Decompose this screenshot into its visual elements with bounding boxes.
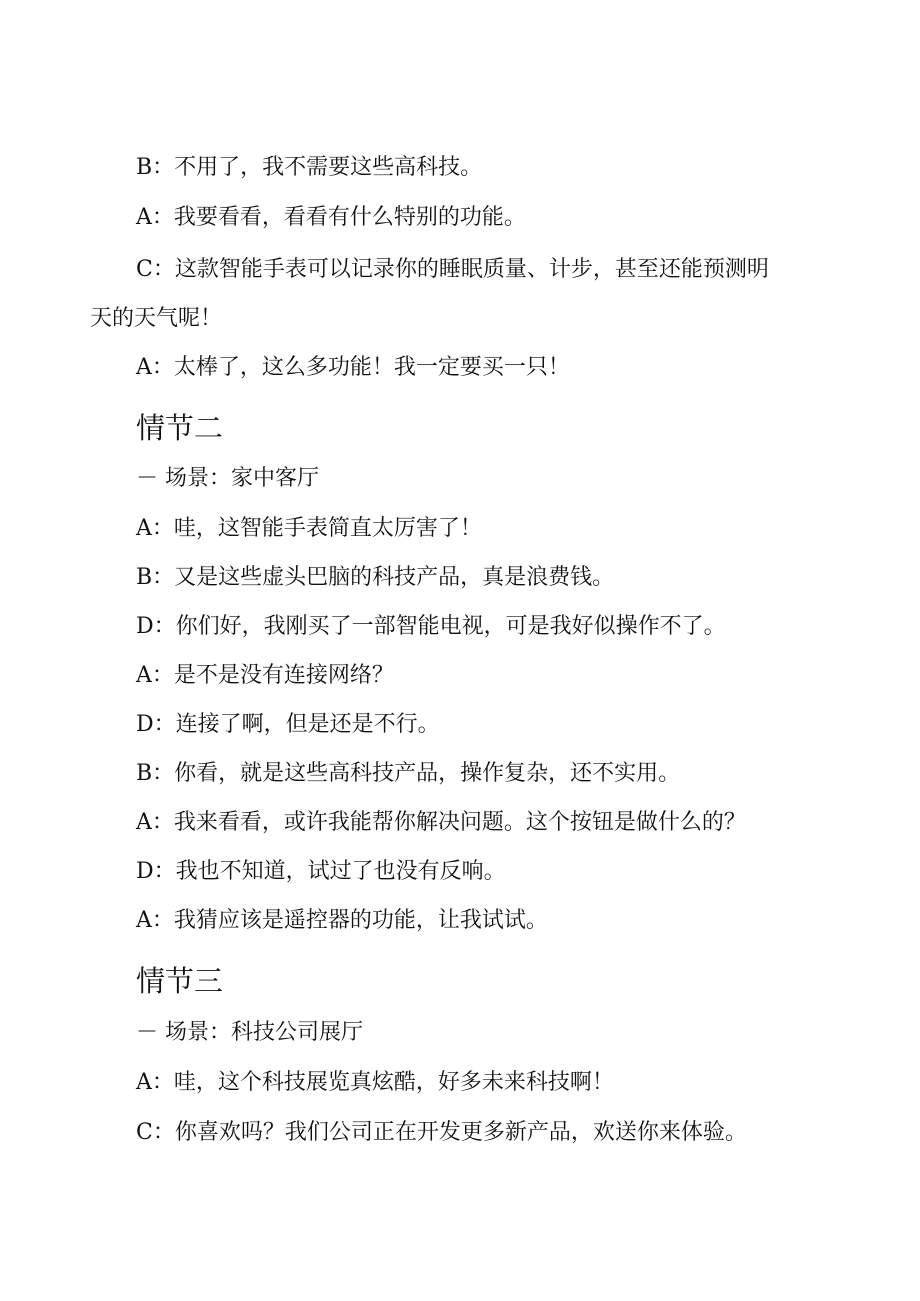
dialogue-line: B：不用了，我不需要这些高科技。 [136, 155, 483, 180]
section-heading: 情节三 [136, 964, 224, 998]
dialogue-line: C：这款智能手表可以记录你的睡眠质量、计步，甚至还能预测明 [136, 257, 769, 282]
scene-line: － 场景：科技公司展厅 [136, 1020, 363, 1045]
dialogue-line: A：是不是没有连接网络？ [136, 663, 394, 688]
section-heading: 情节二 [136, 411, 224, 445]
dialogue-line: A：哇，这个科技展览真炫酷，好多未来科技啊！ [136, 1070, 614, 1095]
dialogue-line: A：我要看看，看看有什么特别的功能。 [136, 205, 526, 230]
dialogue-line: A：太棒了，这么多功能！我一定要买一只！ [136, 355, 570, 380]
dialogue-line: D：你们好，我刚买了一部智能电视，可是我好似操作不了。 [136, 614, 726, 639]
dialogue-line: A：哇，这智能手表简直太厉害了！ [136, 516, 482, 541]
dialogue-line: A：我猜应该是遥控器的功能，让我试试。 [136, 908, 548, 933]
dialogue-line-continuation: 天的天气呢！ [90, 306, 223, 331]
dialogue-line: B：又是这些虚头巴脑的科技产品，真是浪费钱。 [136, 565, 615, 590]
dialogue-line: D：我也不知道，试过了也没有反响。 [136, 859, 506, 884]
dialogue-line: A：我来看看，或许我能帮你解决问题。这个按钮是做什么的？ [136, 810, 746, 835]
dialogue-line: D：连接了啊，但是还是不行。 [136, 712, 440, 737]
dialogue-line: C：你喜欢吗？我们公司正在开发更多新产品，欢送你来体验。 [136, 1120, 747, 1145]
dialogue-line: B：你看，就是这些高科技产品，操作复杂，还不实用。 [136, 761, 681, 786]
scene-line: － 场景：家中客厅 [136, 466, 319, 491]
